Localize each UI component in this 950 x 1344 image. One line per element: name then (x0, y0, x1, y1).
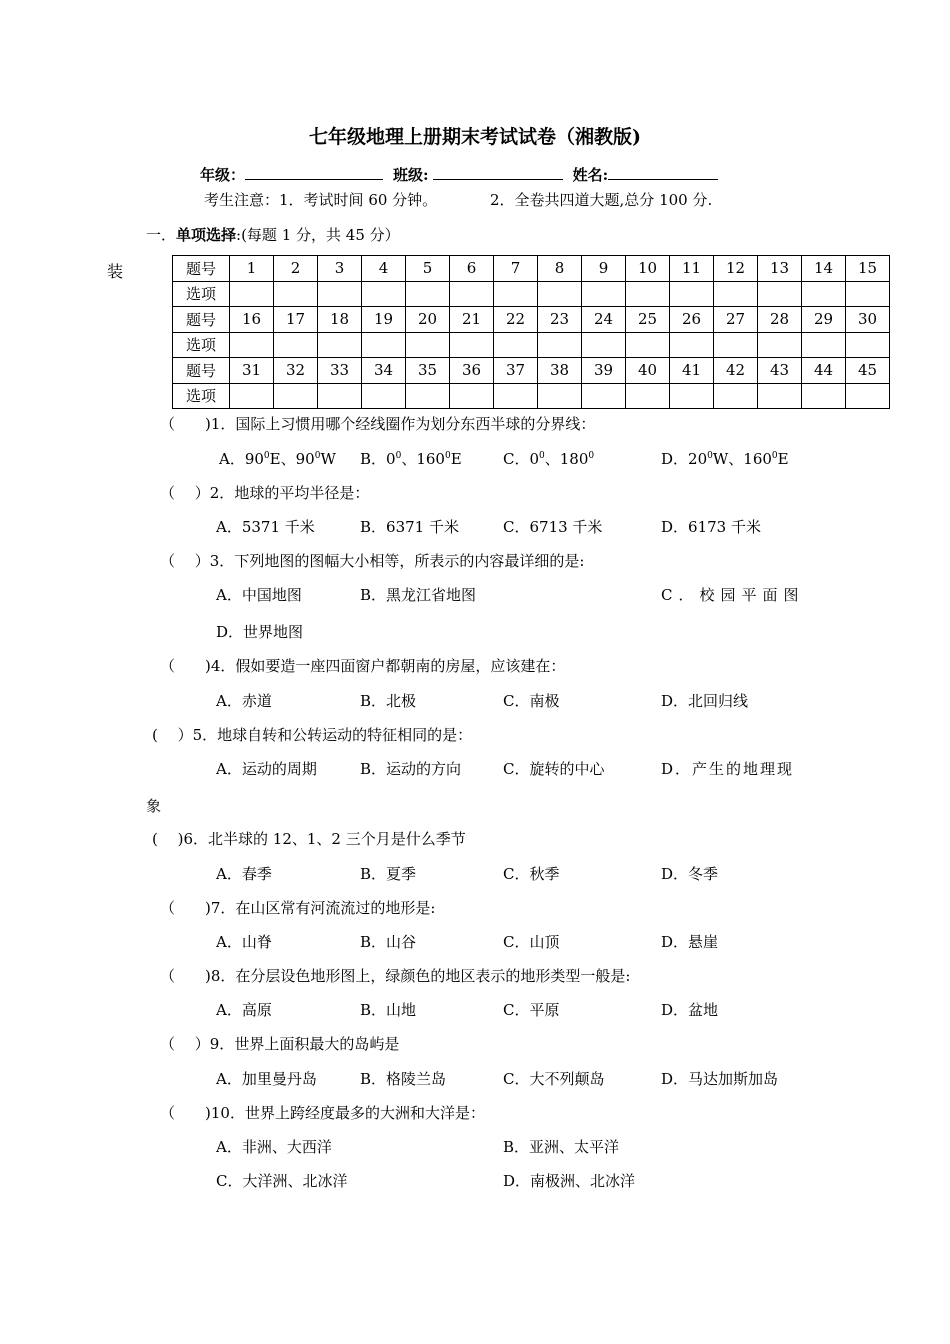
q1-option-b: B．$0^0$、$160^0E$ (360, 450, 462, 468)
answer-table-number-row (173, 256, 890, 282)
q8-option-d: D．盆地 (661, 1001, 719, 1019)
answer-choice-cell[interactable] (406, 281, 450, 307)
q6-option-a: A．春季 (216, 865, 272, 883)
question-7 (160, 897, 435, 918)
answer-choice-cell[interactable] (670, 281, 714, 307)
question-number-cell: 8 (538, 256, 582, 282)
question-text: 在分层设色地形图上，绿颜色的地区表示的地形类型一般是: (235, 967, 631, 985)
answer-choice-cell[interactable] (406, 332, 450, 358)
answer-choice-cell[interactable] (362, 383, 406, 409)
row-label-number: 题号 (173, 358, 230, 384)
question-text: 北半球的 12、1、2 三个月是什么季节 (208, 830, 466, 848)
row-label-number: 题号 (173, 256, 230, 282)
answer-paren[interactable]: （ )10． (160, 1104, 245, 1122)
question-number-cell: 32 (274, 358, 318, 384)
question-number-cell: 20 (406, 307, 450, 333)
question-number-cell: 25 (626, 307, 670, 333)
q10-option-b: B．亚洲、太平洋 (503, 1138, 620, 1156)
row-label-number: 题号 (173, 307, 230, 333)
answer-paren[interactable]: （ ）9． (160, 1035, 235, 1053)
answer-choice-cell[interactable] (230, 281, 274, 307)
answer-choice-cell[interactable] (362, 281, 406, 307)
question-number-cell: 39 (582, 358, 626, 384)
q1-option-a: A．$90^0E$、$90^0W$ (219, 450, 336, 468)
question-number-cell: 26 (670, 307, 714, 333)
q4-option-c: C．南极 (503, 692, 560, 710)
binding-mark: 装 (107, 262, 124, 281)
question-number-cell: 9 (582, 256, 626, 282)
name-field[interactable] (608, 165, 718, 180)
q5-option-d: D．产生的地理现 (661, 760, 795, 778)
q7-option-d: D．悬崖 (661, 933, 719, 951)
question-number-cell: 17 (274, 307, 318, 333)
section-title: 单项选择 (176, 226, 237, 244)
answer-table-choice-row (173, 281, 890, 307)
question-number-cell: 22 (494, 307, 538, 333)
answer-choice-cell[interactable] (538, 383, 582, 409)
question-number-cell: 30 (846, 307, 890, 333)
grade-label: 年级： (200, 166, 246, 184)
question-number-cell: 36 (450, 358, 494, 384)
answer-choice-cell[interactable] (582, 281, 626, 307)
answer-choice-cell[interactable] (494, 281, 538, 307)
question-number-cell: 24 (582, 307, 626, 333)
question-number-cell: 33 (318, 358, 362, 384)
answer-paren[interactable]: （ ）3． (160, 552, 235, 570)
answer-choice-cell[interactable] (846, 383, 890, 409)
question-number-cell: 21 (450, 307, 494, 333)
answer-choice-cell[interactable] (274, 281, 318, 307)
notice-item-1: 考生注意：1．考试时间 60 分钟。 (204, 191, 438, 209)
question-number-cell: 1 (230, 256, 274, 282)
q2-option-c: C．6713 千米 (503, 518, 603, 536)
question-number-cell: 37 (494, 358, 538, 384)
answer-choice-cell[interactable] (494, 332, 538, 358)
answer-choice-cell[interactable] (494, 383, 538, 409)
answer-choice-cell[interactable] (626, 332, 670, 358)
question-number-cell: 18 (318, 307, 362, 333)
question-number-cell: 3 (318, 256, 362, 282)
question-5 (152, 724, 472, 745)
q9-option-d: D．马达加斯加岛 (661, 1070, 779, 1088)
row-label-choice: 选项 (173, 281, 230, 307)
question-4 (160, 655, 565, 676)
q4-option-d: D．北回归线 (661, 692, 749, 710)
answer-choice-cell[interactable] (230, 383, 274, 409)
question-8 (160, 965, 630, 986)
q9-option-b: B．格陵兰岛 (360, 1070, 447, 1088)
answer-choice-cell[interactable] (274, 332, 318, 358)
question-2 (160, 482, 369, 503)
question-number-cell: 16 (230, 307, 274, 333)
question-1 (160, 413, 595, 434)
answer-paren[interactable]: （ )4． (160, 657, 236, 675)
question-number-cell: 44 (802, 358, 846, 384)
question-text: 地球自转和公转运动的特征相同的是： (217, 726, 473, 744)
q1-option-c: C．$0^0$、$180^0$ (503, 450, 595, 468)
answer-table-number-row (173, 307, 890, 333)
question-number-cell: 29 (802, 307, 846, 333)
answer-choice-cell[interactable] (318, 332, 362, 358)
question-number-cell: 13 (758, 256, 802, 282)
q9-option-c: C．大不列颠岛 (503, 1070, 605, 1088)
question-number-cell: 28 (758, 307, 802, 333)
q2-option-a: A．5371 千米 (216, 518, 315, 536)
answer-choice-cell[interactable] (230, 332, 274, 358)
student-info-line (200, 164, 728, 185)
question-number-cell: 34 (362, 358, 406, 384)
name-label: 姓名: (572, 166, 609, 184)
answer-choice-cell[interactable] (714, 332, 758, 358)
question-text: 假如要造一座四面窗户都朝南的房屋，应该建在： (235, 657, 566, 675)
answer-paren[interactable]: （ )7． (160, 899, 236, 917)
answer-paren[interactable]: ( ）5． (152, 726, 218, 744)
answer-choice-cell[interactable] (670, 332, 714, 358)
answer-choice-cell[interactable] (538, 281, 582, 307)
answer-choice-cell[interactable] (450, 281, 494, 307)
q10-option-a: A．非洲、大西洋 (216, 1138, 332, 1156)
question-number-cell: 6 (450, 256, 494, 282)
question-3 (160, 550, 584, 571)
question-number-cell: 19 (362, 307, 406, 333)
question-number-cell: 11 (670, 256, 714, 282)
question-text: 世界上面积最大的岛屿是 (234, 1035, 400, 1053)
question-text: 地球的平均半径是： (234, 484, 370, 502)
answer-choice-cell[interactable] (318, 281, 362, 307)
question-6 (152, 828, 466, 849)
question-number-cell: 43 (758, 358, 802, 384)
question-number-cell: 10 (626, 256, 670, 282)
q4-option-a: A．赤道 (216, 692, 272, 710)
section-heading (146, 224, 400, 245)
answer-choice-cell[interactable] (450, 383, 494, 409)
q6-option-d: D．冬季 (661, 865, 719, 883)
q5-option-a: A．运动的周期 (216, 760, 317, 778)
answer-choice-cell[interactable] (714, 383, 758, 409)
answer-choice-cell[interactable] (318, 383, 362, 409)
q6-option-c: C．秋季 (503, 865, 560, 883)
q2-option-d: D．6173 千米 (661, 518, 761, 536)
answer-choice-cell[interactable] (758, 281, 802, 307)
question-number-cell: 27 (714, 307, 758, 333)
q7-option-a: A．山脊 (216, 933, 272, 951)
answer-table (172, 255, 890, 409)
answer-choice-cell[interactable] (582, 383, 626, 409)
q10-option-c: C．大洋洲、北冰洋 (216, 1172, 348, 1190)
question-number-cell: 40 (626, 358, 670, 384)
question-text: 在山区常有河流流过的地形是: (235, 899, 436, 917)
q7-option-b: B．山谷 (360, 933, 417, 951)
class-field[interactable] (433, 165, 563, 180)
q8-option-a: A．高原 (216, 1001, 272, 1019)
q5-option-b: B．运动的方向 (360, 760, 462, 778)
question-number-cell: 15 (846, 256, 890, 282)
answer-paren[interactable]: （ )1． (160, 415, 236, 433)
section-detail: :(每题 1 分，共 45 分） (236, 226, 400, 244)
answer-choice-cell[interactable] (582, 332, 626, 358)
question-text: 下列地图的图幅大小相等，所表示的内容最详细的是: (234, 552, 585, 570)
question-number-cell: 31 (230, 358, 274, 384)
q7-option-c: C．山顶 (503, 933, 560, 951)
q5-option-d-wrap: 象 (146, 797, 162, 815)
question-number-cell: 12 (714, 256, 758, 282)
question-number-cell: 35 (406, 358, 450, 384)
answer-choice-cell[interactable] (362, 332, 406, 358)
answer-choice-cell[interactable] (802, 332, 846, 358)
class-label: 班级: (393, 166, 429, 184)
section-prefix: 一． (146, 226, 177, 244)
question-number-cell: 4 (362, 256, 406, 282)
question-number-cell: 23 (538, 307, 582, 333)
q3-option-d: D．世界地图 (216, 623, 304, 641)
q9-option-a: A．加里曼丹岛 (216, 1070, 317, 1088)
answer-table-choice-row (173, 383, 890, 409)
question-number-cell: 38 (538, 358, 582, 384)
question-number-cell: 5 (406, 256, 450, 282)
answer-table-choice-row (173, 332, 890, 358)
row-label-choice: 选项 (173, 383, 230, 409)
q8-option-c: C．平原 (503, 1001, 560, 1019)
answer-choice-cell[interactable] (274, 383, 318, 409)
page-title: 七年级地理上册期末考试试卷（湘教版) (309, 126, 641, 148)
q5-option-c: C．旋转的中心 (503, 760, 605, 778)
q3-option-b: B．黑龙江省地图 (360, 586, 477, 604)
row-label-choice: 选项 (173, 332, 230, 358)
question-9 (160, 1033, 399, 1054)
answer-choice-cell[interactable] (626, 281, 670, 307)
answer-choice-cell[interactable] (714, 281, 758, 307)
notice-item-2: 2．全卷共四道大题,总分 100 分. (490, 191, 713, 209)
grade-field[interactable] (245, 165, 383, 180)
answer-choice-cell[interactable] (406, 383, 450, 409)
q8-option-b: B．山地 (360, 1001, 417, 1019)
answer-choice-cell[interactable] (538, 332, 582, 358)
answer-choice-cell[interactable] (626, 383, 670, 409)
question-number-cell: 41 (670, 358, 714, 384)
answer-choice-cell[interactable] (802, 281, 846, 307)
question-text: 世界上跨经度最多的大洲和大洋是： (244, 1104, 485, 1122)
answer-choice-cell[interactable] (846, 281, 890, 307)
question-number-cell: 45 (846, 358, 890, 384)
answer-table-number-row (173, 358, 890, 384)
answer-choice-cell[interactable] (670, 383, 714, 409)
q3-option-a: A．中国地图 (216, 586, 302, 604)
answer-paren[interactable]: ( )6． (152, 830, 209, 848)
answer-choice-cell[interactable] (450, 332, 494, 358)
question-number-cell: 7 (494, 256, 538, 282)
question-10 (160, 1102, 485, 1123)
answer-choice-cell[interactable] (802, 383, 846, 409)
q3-option-c: C．校园平面图 (661, 586, 805, 604)
question-number-cell: 14 (802, 256, 846, 282)
q4-option-b: B．北极 (360, 692, 417, 710)
q10-option-d: D．南极洲、北冰洋 (503, 1172, 636, 1190)
answer-choice-cell[interactable] (758, 383, 802, 409)
answer-choice-cell[interactable] (758, 332, 802, 358)
q6-option-b: B．夏季 (360, 865, 417, 883)
answer-paren[interactable]: （ ）2． (160, 484, 235, 502)
question-number-cell: 42 (714, 358, 758, 384)
answer-choice-cell[interactable] (846, 332, 890, 358)
q1-option-d: D．$20^0W$、$160^0E$ (661, 450, 789, 468)
question-number-cell: 2 (274, 256, 318, 282)
question-text: 国际上习惯用哪个经线圈作为划分东西半球的分界线： (235, 415, 596, 433)
q2-option-b: B．6371 千米 (360, 518, 459, 536)
answer-paren[interactable]: （ )8． (160, 967, 236, 985)
